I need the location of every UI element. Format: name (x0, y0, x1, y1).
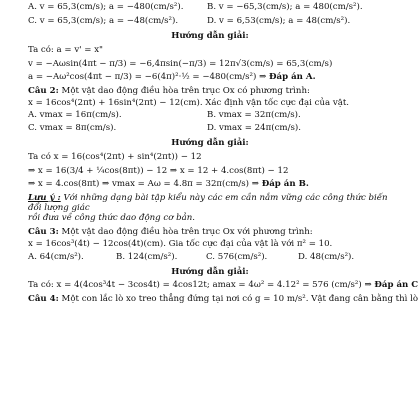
q2-question (28, 87, 392, 97)
q3-step-1 (28, 280, 418, 291)
note-label: Lưu ý : (28, 193, 61, 204)
q3-label: Câu 3: (28, 226, 59, 237)
q2-text: Một vật dao động điều hòa trên trục Ox có phương trình: (61, 86, 310, 97)
q3-option-a: A. 64(cm/s²). (28, 251, 84, 262)
q2-solution-heading: Hướng dẫn giải: (171, 137, 249, 148)
q3-answer: Đáp án C (374, 280, 418, 291)
q1-option-c: C. v = 65,3(cm/s); a = −48(cm/s²). (28, 15, 179, 26)
q3-solution-heading: Hướng dẫn giải: (171, 266, 249, 277)
q1-solution-intro: Ta có: a = v' = x" (28, 44, 104, 55)
q2-step-2: ⇒ x = 16(3/4 + ¼cos(8πt)) − 12 ⇒ x = 12 + 4.cos(8πt) − 12 (28, 165, 289, 176)
q1-option-a: A. v = 65,3(cm/s); a = −480(cm/s²). (28, 2, 184, 12)
note-text-2: rồi đưa về công thức dao động cơ bản. (28, 213, 196, 223)
q2-step-1: Ta có x = 16(cos⁴(2πt) + sin⁴(2πt)) − 12 (28, 151, 202, 162)
q2-answer: Đáp án B. (261, 179, 309, 190)
q3-option-b: B. 124(cm/s²). (116, 251, 178, 262)
q2-option-a: A. vmax = 16π(cm/s). (28, 110, 122, 120)
q1-velocity-line: v = −Aωsin(4πt − π/3) = −6,4πsin(−π/3) = 12π√3(cm/s) = 65,3(cm/s) (28, 58, 333, 69)
q3-options-row (28, 253, 392, 263)
q3-question (28, 228, 392, 238)
q2-step-3 (28, 180, 392, 190)
q3-text: Một vật dao động điều hòa trên trục Ox với phương trình: (61, 226, 313, 237)
q1-option-b: B. v = −65,3(cm/s); a = 480(cm/s²). (207, 2, 363, 12)
q1-acceleration-line (28, 73, 392, 83)
q2-label: Câu 2: (28, 86, 59, 97)
note-text-1: Với những dạng bài tập kiểu này các em cần nắm vững các công thức biến đổi lượng giác (28, 193, 388, 214)
q3-equation: x = 16cos³(4t) − 12cos(4t)(cm). Gia tốc cực đại của vật là với π² = 10. (28, 238, 333, 249)
q3-option-c: C. 576(cm/s²). (206, 251, 268, 262)
note-block (28, 194, 392, 224)
q1-options-row-1 (28, 3, 392, 13)
q1-solution-heading: Hướng dẫn giải: (171, 30, 249, 41)
q1-option-d: D. v = 6,53(cm/s); a = 48(cm/s²). (207, 15, 351, 26)
q1-answer: Đáp án A. (269, 72, 316, 83)
q2-equation: x = 16cos⁴(2πt) + 16sin⁴(2πt) − 12(cm). Xác định vận tốc cực đại của vật. (28, 98, 350, 109)
q3-option-d: D. 48(cm/s²). (298, 251, 355, 262)
q2-option-d: D. vmax = 24π(cm/s). (207, 122, 301, 133)
q3-step-1-formula: Ta có: x = 4(4cos³4t − 3cos4t) = 4cos12t; amax = 4ω² = 4.12² = 576 (cm/s²) ⇒ (28, 280, 372, 291)
q2-options-row-1 (28, 111, 392, 121)
q4-text: Một con lắc lò xo treo thẳng đứng tại nơi có g = 10 m/s². Vật đang cân bằng thì lò (61, 294, 418, 305)
q2-option-b: B. vmax = 32π(cm/s). (207, 110, 301, 120)
q2-option-c: C. vmax = 8π(cm/s). (28, 122, 117, 133)
q1-options-row-2 (28, 17, 392, 27)
q2-step-3-formula: ⇒ x = 4.cos(8πt) ⇒ vmax = Aω = 4.8π = 32π(cm/s) ⇒ (28, 179, 259, 190)
q2-options-row-2 (28, 124, 392, 134)
q4-question (28, 294, 418, 305)
q1-acceleration-formula: a = −Aω²cos(4πt − π/3) = −6(4π)²·½ = −480(cm/s²) ⇒ (28, 72, 267, 83)
q4-label: Câu 4: (28, 294, 59, 305)
